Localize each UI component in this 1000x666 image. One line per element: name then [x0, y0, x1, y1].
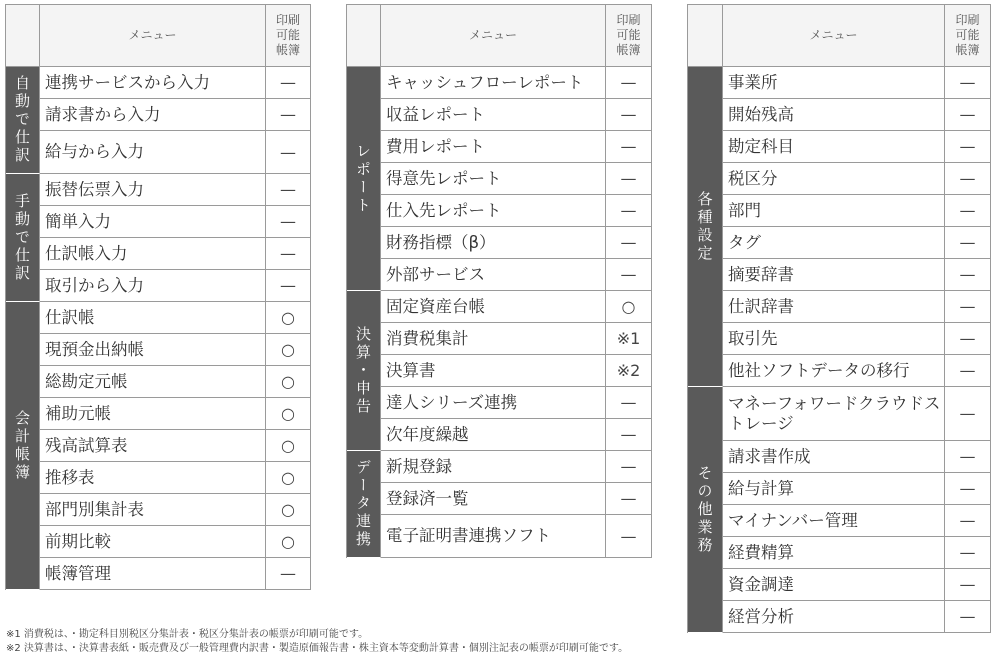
menu-item-name: キャッシュフローレポート [381, 67, 606, 99]
menu-item-name: 資金調達 [723, 569, 945, 601]
printable-status: — [266, 238, 311, 270]
header-printable: 印刷可能帳簿 [606, 5, 652, 67]
menu-item-name: 補助元帳 [40, 398, 266, 430]
printable-status: — [945, 291, 991, 323]
header-printable: 印刷可能帳簿 [266, 5, 311, 67]
printable-status: — [945, 601, 991, 633]
header-menu: メニュー [723, 5, 945, 67]
printable-status: ○ [266, 462, 311, 494]
printable-status: — [266, 270, 311, 302]
menu-item-name: 決算書 [381, 355, 606, 387]
menu-item-name: 仕訳辞書 [723, 291, 945, 323]
printable-status: ○ [606, 291, 652, 323]
menu-item-name: 得意先レポート [381, 163, 606, 195]
group-label: データ連携 [347, 451, 381, 558]
menu-table-2 [346, 4, 652, 558]
menu-item-name: 摘要辞書 [723, 259, 945, 291]
menu-item-name: 電子証明書連携ソフト [381, 515, 606, 558]
printable-status: — [945, 67, 991, 99]
printable-status: ○ [266, 334, 311, 366]
printable-status: ※2 [606, 355, 652, 387]
printable-status: — [266, 206, 311, 238]
printable-status: — [266, 131, 311, 174]
printable-status: — [945, 259, 991, 291]
group-label: 各種設定 [688, 67, 723, 387]
menu-item-name: 帳簿管理 [40, 558, 266, 590]
group-label: レポート [347, 67, 381, 291]
printable-status: — [606, 387, 652, 419]
menu-item-name: 仕訳帳 [40, 302, 266, 334]
menu-item-name: マネーフォワードクラウドストレージ [723, 387, 945, 441]
footnote-2: ※2 決算書は、・決算書表紙・販売費及び一般管理費内訳書・製造原価報告書・株主資本等変動計算書・個別注記表の帳票が印刷可能です。 [6, 643, 629, 654]
menu-item-name: 仕訳帳入力 [40, 238, 266, 270]
group-label: 会計帳簿 [6, 302, 40, 590]
group-label: 自動で仕訳 [6, 67, 40, 174]
printable-status: — [606, 195, 652, 227]
printable-status: — [945, 227, 991, 259]
printable-status: — [945, 537, 991, 569]
printable-status: — [606, 227, 652, 259]
printable-status: — [606, 451, 652, 483]
menu-item-name: 固定資産台帳 [381, 291, 606, 323]
menu-item-name: 仕入先レポート [381, 195, 606, 227]
printable-status: — [945, 441, 991, 473]
printable-status: — [606, 163, 652, 195]
menu-item-name: 部門 [723, 195, 945, 227]
menu-item-name: 取引先 [723, 323, 945, 355]
menu-item-name: 給与から入力 [40, 131, 266, 174]
printable-status: — [945, 355, 991, 387]
printable-status: — [266, 558, 311, 590]
printable-status: — [945, 323, 991, 355]
menu-item-name: 財務指標（β） [381, 227, 606, 259]
menu-item-name: 費用レポート [381, 131, 606, 163]
printable-status: ※1 [606, 323, 652, 355]
header-printable: 印刷可能帳簿 [945, 5, 991, 67]
header-menu: メニュー [381, 5, 606, 67]
printable-status: — [266, 99, 311, 131]
menu-item-name: 部門別集計表 [40, 494, 266, 526]
printable-status: — [945, 163, 991, 195]
menu-item-name: 請求書作成 [723, 441, 945, 473]
menu-item-name: 消費税集計 [381, 323, 606, 355]
header-corner [688, 5, 723, 67]
menu-item-name: 残高試算表 [40, 430, 266, 462]
printable-status: ○ [266, 494, 311, 526]
menu-item-name: 税区分 [723, 163, 945, 195]
menu-item-name: 推移表 [40, 462, 266, 494]
menu-item-name: 給与計算 [723, 473, 945, 505]
printable-status: ○ [266, 366, 311, 398]
menu-item-name: 請求書から入力 [40, 99, 266, 131]
printable-status: ○ [266, 430, 311, 462]
printable-status: — [606, 67, 652, 99]
group-label: 決算・申告 [347, 291, 381, 451]
menu-item-name: マイナンバー管理 [723, 505, 945, 537]
printable-status: — [945, 195, 991, 227]
menu-item-name: 新規登録 [381, 451, 606, 483]
menu-item-name: 経費精算 [723, 537, 945, 569]
menu-item-name: 総勘定元帳 [40, 366, 266, 398]
menu-item-name: タグ [723, 227, 945, 259]
printable-status: — [606, 99, 652, 131]
printable-status: — [945, 505, 991, 537]
printable-status: ○ [266, 526, 311, 558]
menu-item-name: 登録済一覧 [381, 483, 606, 515]
printable-status: — [945, 131, 991, 163]
group-label: その他業務 [688, 387, 723, 633]
printable-status: — [606, 419, 652, 451]
menu-item-name: 現預金出納帳 [40, 334, 266, 366]
menu-item-name: 勘定科目 [723, 131, 945, 163]
group-label: 手動で仕訳 [6, 174, 40, 302]
menu-item-name: 前期比較 [40, 526, 266, 558]
menu-item-name: 収益レポート [381, 99, 606, 131]
menu-item-name: 事業所 [723, 67, 945, 99]
printable-status: — [606, 259, 652, 291]
printable-status: — [266, 67, 311, 99]
menu-item-name: 経営分析 [723, 601, 945, 633]
header-corner [6, 5, 40, 67]
printable-status: — [606, 483, 652, 515]
printable-status: — [945, 569, 991, 601]
menu-item-name: 振替伝票入力 [40, 174, 266, 206]
printable-status: ○ [266, 398, 311, 430]
menu-item-name: 外部サービス [381, 259, 606, 291]
menu-table-1 [5, 4, 311, 590]
printable-status: — [945, 99, 991, 131]
header-corner [347, 5, 381, 67]
footnotes [6, 628, 628, 656]
printable-status: — [606, 515, 652, 558]
printable-status: — [945, 473, 991, 505]
menu-table-3 [687, 4, 991, 633]
menu-item-name: 他社ソフトデータの移行 [723, 355, 945, 387]
menu-item-name: 連携サービスから入力 [40, 67, 266, 99]
footnote-1: ※1 消費税は、・勘定科目別税区分集計表・税区分集計表の帳票が印刷可能です。 [6, 629, 369, 640]
printable-status: — [945, 387, 991, 441]
menu-item-name: 開始残高 [723, 99, 945, 131]
printable-status: — [606, 131, 652, 163]
printable-status: ○ [266, 302, 311, 334]
menu-item-name: 取引から入力 [40, 270, 266, 302]
header-menu: メニュー [40, 5, 266, 67]
menu-item-name: 簡単入力 [40, 206, 266, 238]
printable-status: — [266, 174, 311, 206]
menu-item-name: 達人シリーズ連携 [381, 387, 606, 419]
menu-item-name: 次年度繰越 [381, 419, 606, 451]
